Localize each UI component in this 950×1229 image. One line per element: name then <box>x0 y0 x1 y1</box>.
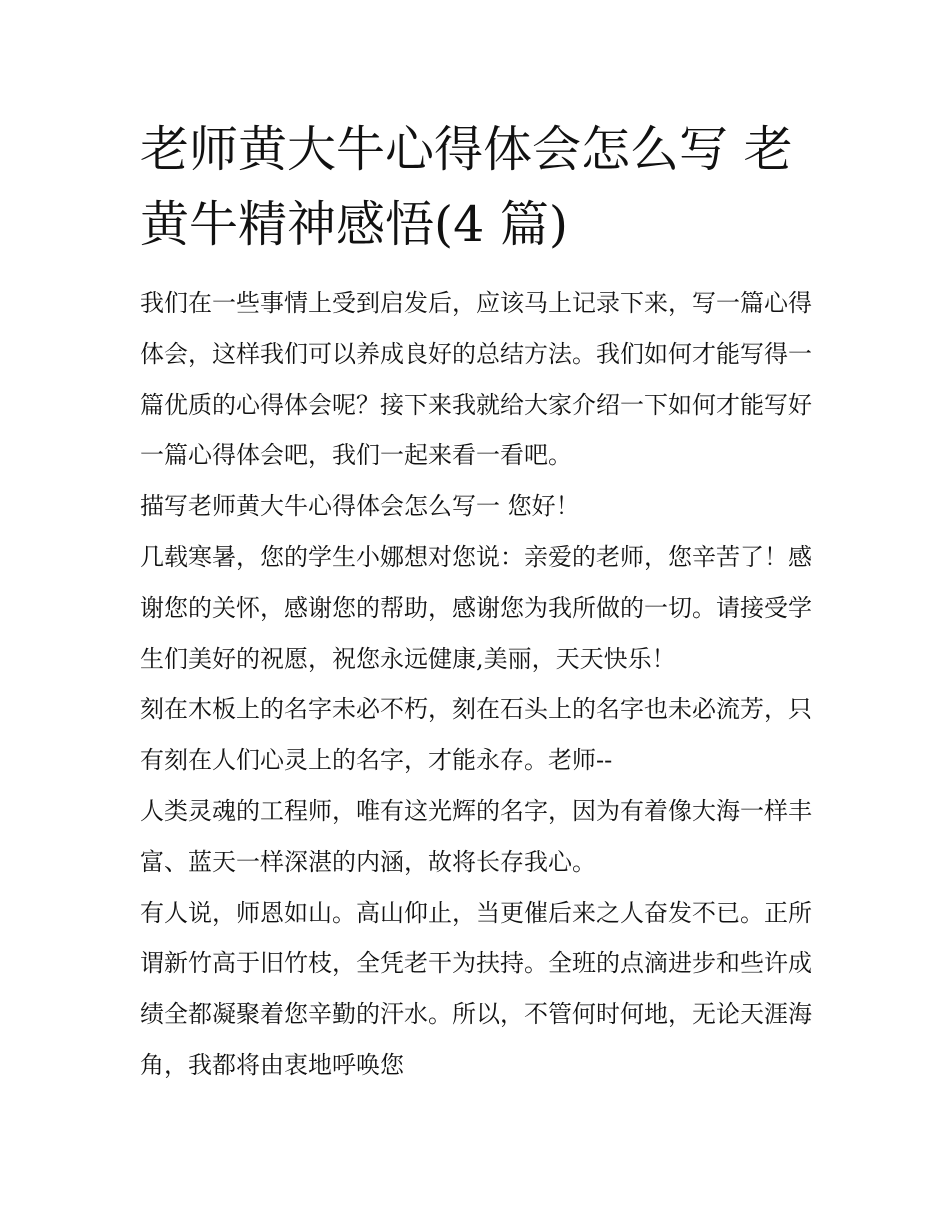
paragraph-greeting: 描写老师黄大牛心得体会怎么写一 您好！ <box>140 492 580 521</box>
document-content <box>140 112 812 1091</box>
paragraph-engineer: 人类灵魂的工程师，唯有这光辉的名字，因为有着像大海一样丰富、蓝天一样深湛的内涵，故将长存我心。 <box>140 796 812 876</box>
paragraph-names: 刻在木板上的名字未必不朽，刻在石头上的名字也未必流芳，只有刻在人们心灵上的名字，才能永存。老师-- <box>140 695 812 775</box>
paragraph-intro: 我们在一些事情上受到启发后，应该马上记录下来，写一篇心得体会，这样我们可以养成良好的总结方法。我们如何才能写得一篇优质的心得体会呢？接下来我就给大家介绍一下如何才能写好一篇心得体会吧，我们一起来看一看吧。 <box>140 289 812 470</box>
paragraph-gratitude: 有人说，师恩如山。高山仰止，当更催后来之人奋发不已。正所谓新竹高于旧竹枝，全凭老干为扶持。全班的点滴进步和些许成绩全都凝聚着您辛勤的汗水。所以，不管何时何地，无论天涯海角，我都将由衷地呼唤您 <box>140 898 812 1079</box>
document-title: 老师黄大牛心得体会怎么写 老黄牛精神感悟(4 篇) <box>140 121 793 253</box>
paragraph-thanks: 几载寒暑，您的学生小娜想对您说：亲爱的老师，您辛苦了！感谢您的关怀，感谢您的帮助，感谢您为我所做的一切。请接受学生们美好的祝愿，祝您永远健康,美丽，天天快乐！ <box>140 542 812 673</box>
